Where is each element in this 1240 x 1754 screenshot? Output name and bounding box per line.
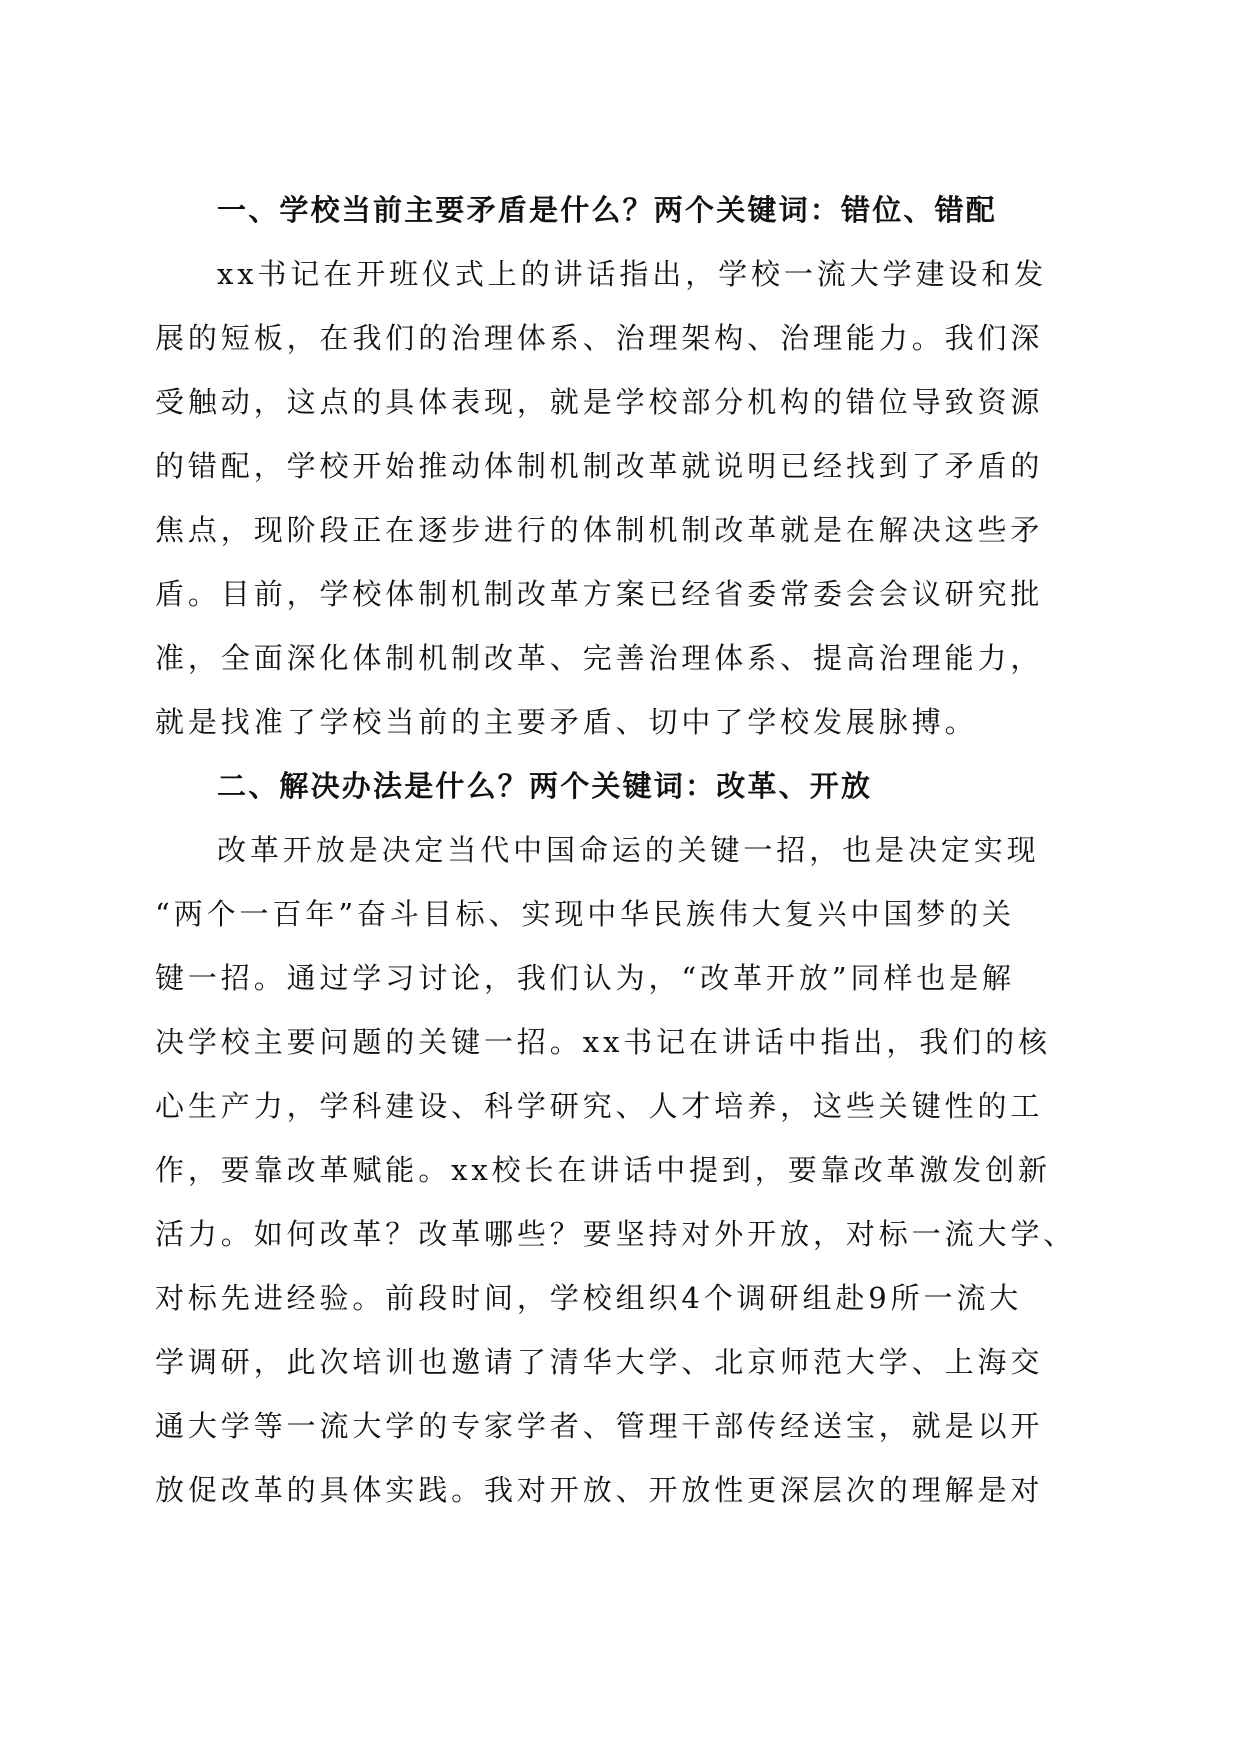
paragraph-line: xx书记在开班仪式上的讲话指出，学校一流大学建设和发 bbox=[217, 257, 1048, 291]
paragraph-line: 就是找准了学校当前的主要矛盾、切中了学校发展脉搏。 bbox=[155, 705, 978, 739]
paragraph-line: 通大学等一流大学的专家学者、管理干部传经送宝，就是以开 bbox=[155, 1409, 1044, 1443]
paragraph-line: 学调研，此次培训也邀请了清华大学、北京师范大学、上海交 bbox=[155, 1345, 1044, 1379]
paragraph-line: 改革开放是决定当代中国命运的关键一招，也是决定实现 bbox=[217, 833, 1040, 867]
paragraph-line: 放促改革的具体实践。我对开放、开放性更深层次的理解是对 bbox=[155, 1473, 1044, 1507]
paragraph-line: 展的短板，在我们的治理体系、治理架构、治理能力。我们深 bbox=[155, 321, 1044, 355]
paragraph-line: 决学校主要问题的关键一招。xx书记在讲话中指出，我们的核 bbox=[155, 1025, 1051, 1059]
paragraph-line: 受触动，这点的具体表现，就是学校部分机构的错位导致资源 bbox=[155, 385, 1044, 419]
paragraph-line: 对标先进经验。前段时间，学校组织4个调研组赴9所一流大 bbox=[155, 1281, 1023, 1315]
paragraph-line: 作，要靠改革赋能。xx校长在讲话中提到，要靠改革激发创新 bbox=[155, 1153, 1051, 1187]
paragraph-line: 活力。如何改革？改革哪些？要坚持对外开放，对标一流大学、 bbox=[155, 1217, 1077, 1251]
section-1-paragraph bbox=[155, 242, 1090, 754]
paragraph-line: 焦点，现阶段正在逐步进行的体制机制改革就是在解决这些矛 bbox=[155, 513, 1044, 547]
paragraph-line: 准，全面深化体制机制改革、完善治理体系、提高治理能力， bbox=[155, 641, 1044, 675]
paragraph-line: 键一招。通过学习讨论，我们认为，“改革开放”同样也是解 bbox=[155, 961, 1015, 995]
paragraph-line: “两个一百年”奋斗目标、实现中华民族伟大复兴中国梦的关 bbox=[155, 897, 1015, 931]
document-page bbox=[155, 178, 1090, 1522]
section-heading-2: 二、解决办法是什么？两个关键词：改革、开放 bbox=[217, 769, 873, 803]
paragraph-line: 的错配，学校开始推动体制机制改革就说明已经找到了矛盾的 bbox=[155, 449, 1044, 483]
paragraph-line: 盾。目前，学校体制机制改革方案已经省委常委会会议研究批 bbox=[155, 577, 1044, 611]
section-2-paragraph bbox=[155, 818, 1090, 1522]
paragraph-line: 心生产力，学科建设、科学研究、人才培养，这些关键性的工 bbox=[155, 1089, 1044, 1123]
section-heading-1: 一、学校当前主要矛盾是什么？两个关键词：错位、错配 bbox=[217, 193, 998, 227]
